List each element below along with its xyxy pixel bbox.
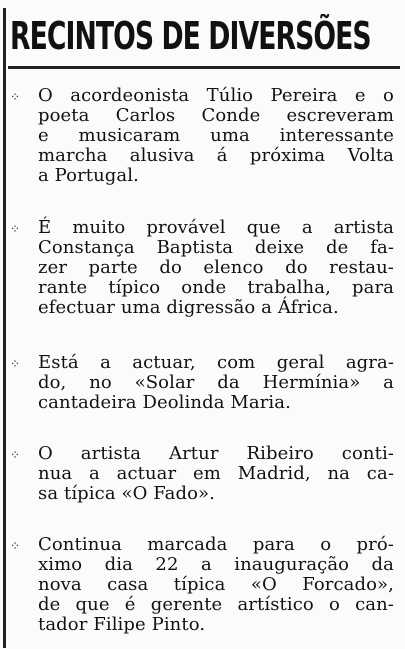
news-item-text [38,444,394,504]
text-line: efectuar uma digressão a África. [38,297,339,318]
news-item-4 [0,444,405,504]
text-line: ximo dia 22 a inauguração da [38,554,394,575]
bullet-icon: ⁘ [10,539,21,553]
news-item-2 [0,218,405,318]
text-line: zer parte do elenco do restau- [38,257,394,278]
bullet-icon: ⁘ [10,357,21,371]
text-line: Está a actuar, com geral agra- [38,352,394,373]
text-line: de que é gerente artístico o can- [38,594,394,615]
news-item-5 [0,535,405,635]
text-line: e musicaram uma interessante [38,125,394,146]
news-item-3 [0,353,405,413]
heading-rule [8,66,400,69]
bullet-icon: ⁘ [10,90,21,104]
text-line: rante típico onde trabalha, para [38,277,394,298]
news-item-1 [0,86,405,186]
news-item-text [38,86,394,186]
news-item-text [38,218,394,318]
text-line: O acordeonista Túlio Pereira e o [38,85,394,106]
news-item-text [38,353,394,413]
text-line: poeta Carlos Conde escreveram [38,105,394,126]
bullet-icon: ⁘ [10,448,21,462]
text-line: nova casa típica «O Forcado», [38,574,394,595]
text-line: nua a actuar em Madrid, na ca- [38,463,394,484]
bullet-icon: ⁘ [10,222,21,236]
text-line: É muito provável que a artista [38,217,394,238]
text-line: Continua marcada para o pró- [38,534,394,555]
text-line: do, no «Solar da Hermínia» a [38,372,394,393]
text-line: a Portugal. [38,165,139,186]
text-line: tador Filipe Pinto. [38,614,206,635]
text-line: Constança Baptista deixe de fa- [38,237,394,258]
text-line: sa típica «O Fado». [38,483,215,504]
news-item-text [38,535,394,635]
text-line: O artista Artur Ribeiro conti- [38,443,394,464]
text-line: cantadeira Deolinda Maria. [38,392,291,413]
text-line: marcha alusiva á próxima Volta [38,145,394,166]
section-heading: RECINTOS DE DIVERSÕES [10,14,371,58]
